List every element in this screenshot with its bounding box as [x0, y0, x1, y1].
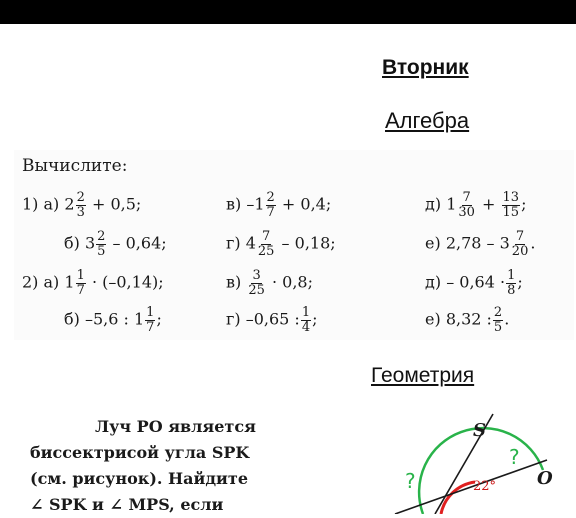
numerator: 1 — [76, 268, 85, 283]
expression-rest: – 0,18; — [281, 233, 336, 253]
label-s: S — [473, 420, 486, 441]
fraction — [506, 269, 516, 297]
task-1d — [425, 191, 526, 219]
denominator: 5 — [493, 319, 503, 335]
task-2a — [22, 269, 164, 297]
question-mark-left: ? — [405, 469, 416, 493]
punctuation: ; — [312, 309, 318, 329]
task-letter: е) — [425, 233, 441, 253]
whole-part: 1 — [446, 194, 457, 214]
task-letter: а) — [43, 194, 60, 214]
fraction — [96, 230, 106, 258]
expression-rest: + 0,4; — [281, 194, 332, 214]
denominator: 30 — [458, 204, 475, 220]
expression-rest: + 0,5; — [91, 194, 142, 214]
problem-line: биссектрисой угла SPK — [30, 443, 250, 462]
fraction — [457, 191, 476, 219]
task-letter: д) — [425, 194, 442, 214]
whole-part: –1 — [246, 194, 265, 214]
numerator: 2 — [76, 190, 85, 205]
task-1b — [64, 230, 167, 258]
problem-line: (см. рисунок). Найдите — [30, 469, 249, 488]
denominator: 25 — [248, 282, 265, 298]
day-heading: Вторник — [382, 56, 469, 79]
task-letter: а) — [43, 272, 60, 292]
task-number: 2) — [22, 272, 39, 292]
task-letter: д) — [425, 272, 442, 292]
angle-label: 22° — [473, 479, 497, 494]
expression-pre: –0,65 : — [245, 309, 300, 329]
fraction — [511, 230, 530, 258]
angle-figure — [375, 398, 575, 514]
numerator: 13 — [502, 190, 520, 205]
punctuation: ; — [156, 309, 162, 329]
fraction — [493, 306, 503, 334]
ray-po — [395, 460, 547, 514]
task-letter: б) — [64, 309, 80, 329]
task-letter: г) — [226, 309, 241, 329]
fraction — [76, 269, 86, 297]
fraction — [301, 306, 311, 334]
task-1g — [226, 230, 336, 258]
exercise-intro: Вычислите: — [22, 156, 128, 176]
task-letter: в) — [226, 194, 242, 214]
expression-rest: – 0,64; — [112, 233, 167, 253]
denominator: 25 — [257, 243, 275, 259]
numerator: 2 — [266, 190, 275, 205]
denominator: 5 — [97, 243, 106, 259]
task-2e — [425, 306, 509, 334]
numerator: 7 — [462, 190, 471, 205]
numerator: 7 — [515, 229, 525, 244]
denominator: 15 — [502, 204, 520, 220]
fraction — [266, 191, 276, 219]
task-2v — [226, 269, 313, 297]
task-letter: е) — [425, 309, 441, 329]
task-1a — [22, 191, 141, 219]
problem-line: Луч PO является — [95, 417, 256, 436]
punctuation: ; — [521, 194, 527, 214]
fraction — [247, 269, 266, 297]
label-o: O — [537, 468, 553, 489]
punctuation: . — [530, 233, 536, 253]
fraction — [76, 191, 86, 219]
task-1e — [425, 230, 535, 258]
denominator: 7 — [76, 282, 85, 298]
numerator: 7 — [262, 229, 271, 244]
operator: + — [482, 194, 496, 214]
numerator: 2 — [97, 229, 106, 244]
whole-part: 4 — [245, 233, 256, 253]
fraction — [145, 306, 155, 334]
task-2g — [226, 306, 318, 334]
expression-pre: –5,6 : 1 — [84, 309, 145, 329]
fraction — [502, 191, 521, 219]
denominator: 3 — [76, 204, 85, 220]
algebra-heading: Алгебра — [385, 108, 470, 133]
numerator: 1 — [146, 305, 155, 320]
problem-line: ∠ SPK и ∠ MPS, если — [30, 495, 224, 514]
task-letter: б) — [64, 233, 80, 253]
task-letter: г) — [226, 233, 241, 253]
task-2b — [64, 306, 162, 334]
fraction — [257, 230, 276, 258]
geometry-problem-text — [30, 414, 280, 518]
denominator: 20 — [511, 243, 529, 259]
expression-pre: 2,78 – 3 — [445, 233, 510, 253]
expression-rest: · 0,8; — [271, 272, 313, 292]
top-black-bar — [0, 0, 576, 24]
numerator: 2 — [493, 305, 503, 320]
task-1v — [226, 191, 331, 219]
denominator: 7 — [146, 319, 155, 335]
denominator: 4 — [301, 319, 311, 335]
geometry-heading: Геометрия — [371, 364, 475, 387]
task-letter: в) — [226, 272, 242, 292]
denominator: 7 — [266, 204, 275, 220]
numerator: 1 — [507, 268, 516, 283]
expression-pre: – 0,64 · — [446, 272, 506, 292]
punctuation: ; — [517, 272, 523, 292]
task-2d — [425, 269, 523, 297]
task-number: 1) — [22, 194, 39, 214]
whole-part: 3 — [84, 233, 96, 253]
numerator: 1 — [301, 305, 311, 320]
punctuation: . — [504, 309, 510, 329]
whole-part: 1 — [64, 272, 75, 292]
numerator: 3 — [252, 268, 261, 283]
denominator: 8 — [507, 282, 516, 298]
whole-part: 2 — [64, 194, 75, 214]
expression-rest: · (–0,14); — [91, 272, 164, 292]
expression-pre: 8,32 : — [445, 309, 492, 329]
question-mark-right: ? — [509, 445, 520, 469]
